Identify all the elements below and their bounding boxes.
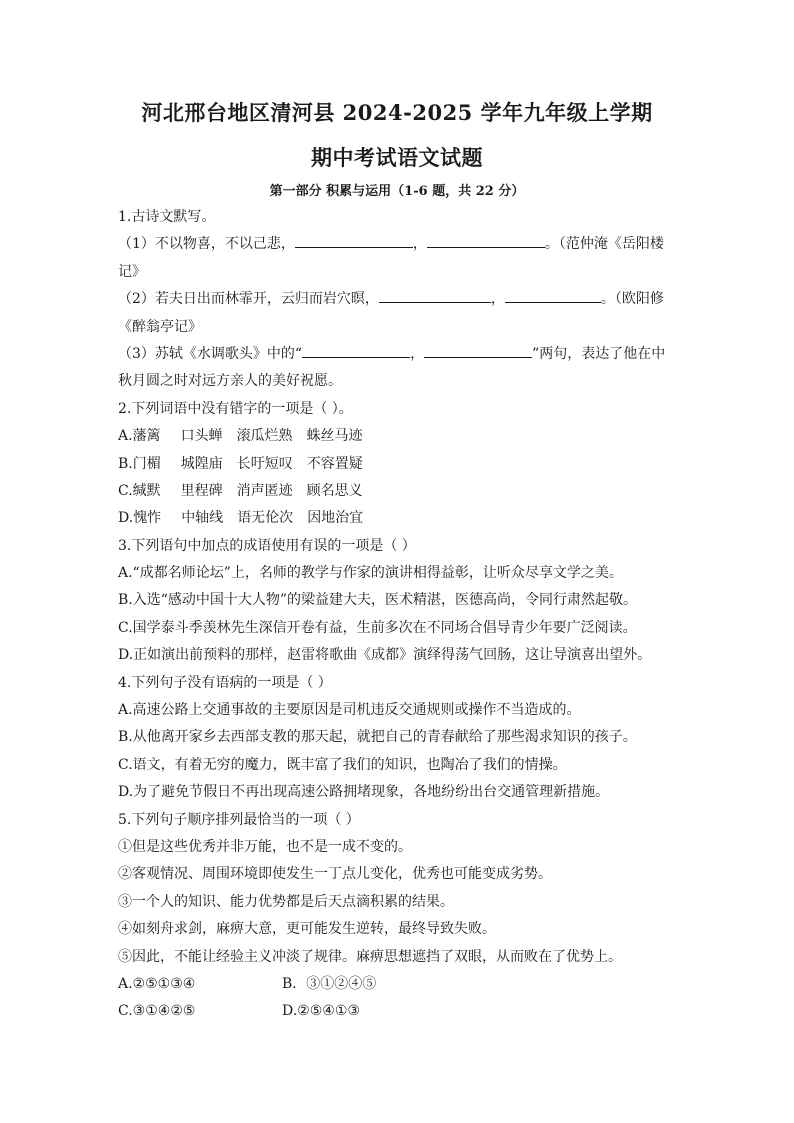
q5-option-d[interactable]: D.②⑤④①③ <box>282 1003 360 1020</box>
q2-option-c[interactable]: C.缄默 里程碑 消声匿迹 顾名思义 <box>118 482 363 499</box>
q4-option-b[interactable]: B.从他离开家乡去西部支教的那天起，就把自己的青春献给了那些渴求知识的孩子。 <box>118 729 637 746</box>
q3-option-a[interactable]: A.“成都名师论坛”上，名师的教学与作家的演讲相得益彰，让听众尽享文学之美。 <box>118 565 623 582</box>
answer-blank[interactable] <box>424 342 532 358</box>
q1-sub3-tail: ”两句，表达了他在中 <box>532 345 666 362</box>
q5-options-cd <box>118 998 678 1025</box>
q1-sub2 <box>118 286 678 313</box>
q1-sub1 <box>118 231 678 258</box>
q1-sub3 <box>118 341 678 368</box>
q4-option-a[interactable]: A.高速公路上交通事故的主要原因是司机违反交通规则或操作不当造成的。 <box>118 702 581 719</box>
q5-options-ab <box>118 971 678 998</box>
q5-sentence-3: ③一个人的知识、能力优势都是后天点滴积累的结果。 <box>118 893 454 910</box>
q1-sub1-source: 。（范仲淹《岳阳楼 <box>544 236 664 253</box>
q5-sentence-4: ④如刻舟求剑，麻痹大意，更可能发生逆转，最终导致失败。 <box>118 921 496 938</box>
q1-sub2-source: 。（欧阳修 <box>600 291 664 308</box>
q5-sentence-2: ②客观情况、周围环境即使发生一丁点儿变化，优秀也可能变成劣势。 <box>118 866 552 883</box>
q3-option-b[interactable]: B.入选“感动中国十大人物”的梁益建大夫，医术精湛，医德高尚，令同行肃然起敬。 <box>118 592 638 609</box>
q3-option-d[interactable]: D.正如演出前预料的那样，赵雷将歌曲《成都》演绎得荡气回肠，这让导演喜出望外。 <box>118 647 652 664</box>
q2-option-b[interactable]: B.门楣 城隍庙 长吁短叹 不容置疑 <box>118 455 363 472</box>
exam-title-line1: 河北邢台地区清河县 2024-2025 学年九年级上学期 <box>141 100 653 125</box>
q2-option-d[interactable]: D.愧怍 中轴线 语无伦次 因地治宜 <box>118 510 364 527</box>
q1-stem: 1.古诗文默写。 <box>118 209 216 225</box>
q4-option-d[interactable]: D.为了避免节假日不再出现高速公路拥堵现象，各地纷纷出台交通管理新措施。 <box>118 784 610 801</box>
q1-sub2-sep: ， <box>490 291 505 308</box>
q2-option-a[interactable]: A.藩篱 口头蝉 滚瓜烂熟 蛛丝马迹 <box>118 428 363 445</box>
q1-sub3-cont: 秋月圆之时对远方亲人的美好祝愿。 <box>118 373 342 390</box>
answer-blank[interactable] <box>295 232 413 248</box>
q2-stem: 2.下列词语中没有错字的一项是（ ）。 <box>118 400 353 417</box>
q1-sub3-text: （3）苏轼《水调歌头》中的“ <box>118 345 303 362</box>
q5-stem: 5.下列句子顺序排列最恰当的一项（ ） <box>118 811 360 828</box>
section-heading: 第一部分 积累与运用（1-6 题，共 22 分） <box>269 184 525 199</box>
q5-option-a[interactable]: A.②⑤①③④ <box>118 975 196 992</box>
q1-sub1-cont: 记》 <box>118 263 146 280</box>
q1-sub3-sep: ， <box>410 345 425 362</box>
answer-blank[interactable] <box>379 287 491 303</box>
exam-body <box>118 204 678 1026</box>
q1-sub1-sep: ， <box>412 236 427 253</box>
q1-sub2-cont: 《醉翁亭记》 <box>118 318 202 335</box>
q1-sub2-text: （2）若夫日出而林霏开，云归而岩穴暝， <box>118 291 379 308</box>
exam-title-line2: 期中考试语文试题 <box>311 145 483 170</box>
q3-stem: 3.下列语句中加点的成语使用有误的一项是（ ） <box>118 537 416 554</box>
q4-option-c[interactable]: C.语文，有着无穷的魔力，既丰富了我们的知识，也陶冶了我们的情操。 <box>118 756 567 773</box>
q5-option-b[interactable]: B．③①②④⑤ <box>282 975 377 992</box>
q5-option-c[interactable]: C.③①④②⑤ <box>118 1003 196 1020</box>
answer-blank[interactable] <box>505 287 601 303</box>
q3-option-c[interactable]: C.国学泰斗季羡林先生深信开卷有益，生前多次在不同场合倡导青少年要广泛阅读。 <box>118 619 637 636</box>
q1-sub1-text: （1）不以物喜，不以己悲， <box>118 236 295 253</box>
q4-stem: 4.下列句子没有语病的一项是（ ） <box>118 674 332 691</box>
q5-sentence-5: ⑤因此，不能让经验主义冲淡了规律。麻痹思想遮挡了双眼，从而败在了优势上。 <box>118 948 622 965</box>
answer-blank[interactable] <box>427 232 545 248</box>
answer-blank[interactable] <box>302 342 410 358</box>
q5-sentence-1: ①但是这些优秀并非万能，也不是一成不变的。 <box>118 838 412 855</box>
